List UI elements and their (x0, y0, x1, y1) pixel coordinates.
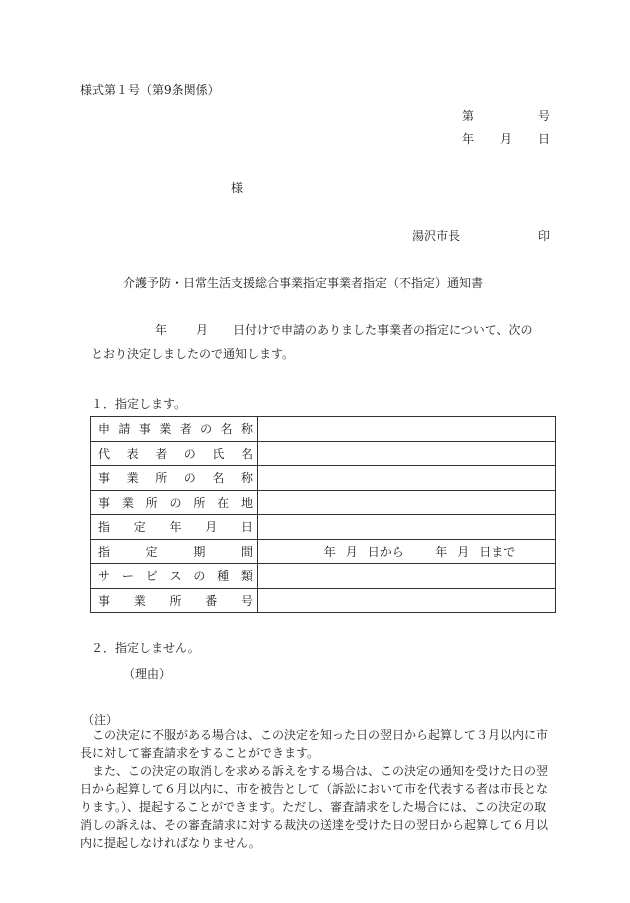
label-char: 名 (220, 422, 233, 437)
row-label (91, 564, 258, 589)
label-char: 期 (193, 544, 206, 559)
label-char: 指 (98, 520, 111, 535)
label-char: の (169, 495, 182, 510)
table-row (91, 417, 556, 442)
label-char: 所 (145, 495, 158, 510)
period-to-month: 月 (457, 544, 470, 559)
label-char: 称 (240, 471, 253, 486)
intro-line1: 日付けで申請のありました事業者の指定について、次の (233, 323, 533, 337)
label-char: 号 (240, 593, 253, 608)
label-char: 類 (240, 569, 253, 584)
label-char: 名 (212, 471, 225, 486)
period-to-day: 日まで (479, 544, 516, 559)
row-value (258, 490, 556, 515)
label-char: 地 (240, 495, 253, 510)
form-id: 様式第１号（第9条関係） (80, 83, 220, 97)
note-paragraph-2: また、この決定の取消しを求める訴えをする場合は、この決定の通知を受けた日の翌日から起算して６月以内に、市を被告として（訴訟において市を代表する者は市長となります。）、提起することができます。ただし、審査請求をした場合には、この決定の取消しの訴えは、その審査請求に対する裁決の送達を受けた日の翌日から起算して６月以内に提起しなければなりません。 (80, 764, 549, 850)
row-label (91, 441, 258, 466)
number-suffix: 号 (538, 109, 551, 123)
label-char: 表 (126, 446, 139, 461)
label-char: 事 (138, 422, 151, 437)
notes-heading: （注） (82, 713, 119, 727)
label-char: 請 (118, 422, 131, 437)
row-label (91, 515, 258, 540)
label-char: 間 (240, 544, 253, 559)
label-char: 指 (98, 544, 111, 559)
label-char: 代 (98, 446, 111, 461)
designation-table (90, 416, 556, 613)
label-char: 番 (205, 593, 218, 608)
table-row (91, 539, 556, 564)
period-from-month: 月 (345, 544, 358, 559)
row-label (91, 539, 258, 564)
seal-mark: 印 (538, 229, 551, 243)
row-label (91, 466, 258, 491)
label-char: 日 (240, 520, 253, 535)
label-char: の (200, 422, 213, 437)
date-month: 月 (500, 132, 513, 146)
section2-heading: ２．指定しません。 (91, 641, 200, 655)
table-row (91, 588, 556, 613)
label-char: 事 (98, 471, 111, 486)
intro-line2: とおり決定しましたので通知します。 (91, 347, 295, 361)
label-char: 所 (155, 471, 168, 486)
label-char: 称 (240, 422, 253, 437)
period-from-year: 年 (323, 544, 336, 559)
table-row (91, 466, 556, 491)
note-paragraph-1: この決定に不服がある場合は、この決定を知った日の翌日から起算して３月以内に市長に対して審査請求をすることができます。 (80, 728, 549, 760)
intro-month: 月 (196, 323, 209, 337)
reason-label: （理由） (123, 667, 172, 681)
period-to-year: 年 (435, 544, 448, 559)
table-row (91, 515, 556, 540)
number-prefix: 第 (462, 109, 475, 123)
table-row (91, 564, 556, 589)
label-char: 業 (133, 593, 146, 608)
table-row (91, 441, 556, 466)
label-char: 年 (169, 520, 182, 535)
row-value (258, 515, 556, 540)
issuer-title: 湯沢市長 (412, 229, 461, 243)
label-char: ー (121, 569, 134, 584)
date-year: 年 (462, 132, 475, 146)
label-char: の (183, 446, 196, 461)
label-char: ス (169, 569, 182, 584)
label-char: の (193, 569, 206, 584)
row-label (91, 417, 258, 442)
label-char: 所 (169, 593, 182, 608)
table-row (91, 490, 556, 515)
row-value (258, 588, 556, 613)
label-char: 者 (155, 446, 168, 461)
label-char: ビ (145, 569, 158, 584)
label-char: の (183, 471, 196, 486)
label-char: 事 (98, 593, 111, 608)
period-from-day: 日から (367, 544, 404, 559)
label-char: サ (98, 569, 111, 584)
label-char: 種 (217, 569, 230, 584)
label-char: 申 (98, 422, 111, 437)
label-char: 業 (126, 471, 139, 486)
row-value (258, 441, 556, 466)
row-label (91, 588, 258, 613)
section1-heading: １．指定します。 (91, 397, 187, 411)
addressee-honorific: 様 (231, 181, 244, 195)
row-value (258, 466, 556, 491)
label-char: 所 (193, 495, 206, 510)
intro-year: 年 (155, 323, 168, 337)
label-char: 定 (133, 520, 146, 535)
label-char: 氏 (212, 446, 225, 461)
document-title: 介護予防・日常生活支援総合事業指定事業者指定（不指定）通知書 (123, 276, 484, 290)
row-value (258, 417, 556, 442)
label-char: 者 (179, 422, 192, 437)
label-char: 業 (159, 422, 172, 437)
label-char: 名 (240, 446, 253, 461)
row-value (258, 564, 556, 589)
label-char: 定 (145, 544, 158, 559)
label-char: 事 (98, 495, 111, 510)
label-char: 在 (217, 495, 230, 510)
designation-period (258, 539, 556, 564)
row-label (91, 490, 258, 515)
date-day: 日 (538, 132, 551, 146)
label-char: 月 (205, 520, 218, 535)
label-char: 業 (121, 495, 134, 510)
